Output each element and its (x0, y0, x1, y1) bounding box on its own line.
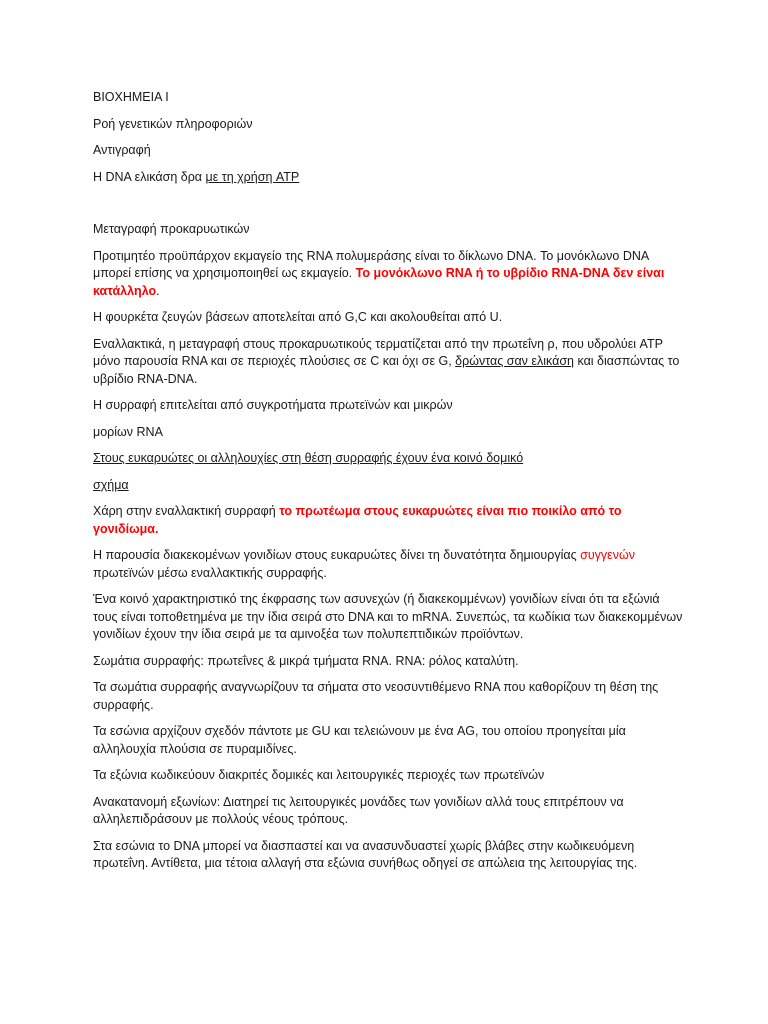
termination-paragraph (93, 336, 683, 389)
shuffling-paragraph: Ανακατανομή εξωνίων: Διατηρεί τις λειτουργικές μονάδες των γονιδίων αλλά τους επιτρέπουν να αλληλεπιδράσουν με πολλούς νέους τρόπους. (93, 794, 624, 826)
alt-splicing-paragraph-text: Χάρη στην εναλλακτική συρραφή (93, 504, 280, 518)
termination-paragraph-suffix: και διασπώντας το υβρίδιο RNA-DNA. (93, 354, 680, 386)
hairpin-paragraph: Η φουρκέτα ζευγών βάσεων αποτελείται από G,C και ακολουθείται από U. (93, 310, 503, 324)
alt-splicing-paragraph-highlight: το πρωτέωμα στους ευκαρυώτες είναι πιο ποικίλο από το γονιδίωμα. (93, 504, 622, 536)
section-heading-transcription: Μεταγραφή προκαρυωτικών (93, 222, 250, 236)
split-genes-paragraph-highlight: συγγενών (580, 548, 636, 562)
signals-paragraph: Τα σωμάτια συρραφής αναγνωρίζουν τα σήματα στο νεοσυντιθέμενο RNA που καθορίζουν τη θέση της συρραφής. (93, 680, 659, 712)
template-paragraph-text: Προτιμητέο προϋπάρχον εκμαγείο της RNA πολυμεράσης είναι το δίκλωνο DNA. Το μονόκλωνο DNA μπορεί επίσης να χρησιμοποιηθεί ως εκμαγείο. (93, 248, 649, 280)
common-feature-paragraph: Ένα κοινό χαρακτηριστικό της έκφρασης των ασυνεχών (ή διακεκομμένων) γονιδίων είναι ότι τα εξώνιά τους είναι τοποθετημένα με την ίδια σειρά στο DNA και το mRNA. Συνεπώς, τα κωδίκια των διακεκομμένων γονιδίων έχουν την ίδια σειρά με τα αμινοξέα των πολυπεπτιδικών προϊόντων. (93, 592, 683, 641)
replication-line-text: Η DNA ελικάση δρα (93, 169, 206, 184)
spliceosomes-paragraph: Σωμάτια συρραφής: πρωτεΐνες & μικρά τμήματα RNA. RNA: ρόλος καταλύτη. (93, 653, 519, 668)
document-subtitle: Ροή γενετικών πληροφοριών (93, 116, 253, 131)
replication-line-underlined: με τη χρήση ATP (205, 169, 300, 184)
alt-splicing-paragraph (93, 503, 683, 538)
eukaryotes-line-2: σχήμα (93, 477, 129, 492)
termination-paragraph-underlined: δρώντας σαν ελικάση (455, 354, 574, 368)
replication-line (93, 169, 683, 187)
introns-paragraph: Τα εσώνια αρχίζουν σχεδόν πάντοτε με GU και τελειώνουν με ένα AG, του οποίου προηγείται μία αλληλουχία πλούσια σε πυραμιδίνες. (93, 724, 626, 756)
exons-paragraph: Τα εξώνια κωδικεύουν διακριτές δομικές και λειτουργικές περιοχές των πρωτεϊνών (93, 768, 545, 782)
template-paragraph-suffix: . (156, 283, 160, 298)
split-genes-paragraph (93, 547, 683, 582)
termination-paragraph-text: Εναλλακτικά, η μεταγραφή στους προκαρυωτικούς τερματίζεται από την πρωτεΐνη ρ, που υδρολύει ATP μόνο παρουσία RNA και σε περιοχές πλούσιες σε C και όχι σε G, (93, 336, 663, 368)
template-paragraph-highlight: Το μονόκλωνο RNA ή το υβρίδιο RNA-DNA δεν είναι κατάλληλο (93, 266, 665, 298)
document-title: ΒΙΟΧΗΜΕΙΑ Ι (93, 90, 169, 104)
split-genes-paragraph-text: Η παρουσία διακεκομένων γονιδίων στους ευκαρυώτες δίνει τη δυνατότητα δημιουργίας (93, 548, 581, 562)
document-body (93, 89, 683, 873)
split-genes-paragraph-suffix: πρωτεϊνών μέσω εναλλακτικής συρραφής. (93, 565, 327, 580)
template-paragraph (93, 248, 683, 301)
splicing-line-2: μορίων RNA (93, 424, 163, 439)
mutations-paragraph: Στα εσώνια το DNA μπορεί να διασπαστεί και να ανασυνδυαστεί χωρίς βλάβες στην κωδικευόμενη πρωτεΐνη. Αντίθετα, μια τέτοια αλλαγή στα εξώνια συνήθως οδηγεί σε απώλεια της λειτουργίας της. (93, 838, 638, 870)
eukaryotes-line-1: Στους ευκαρυώτες οι αλληλουχίες στη θέση συρραφής έχουν ένα κοινό δομικό (93, 451, 524, 465)
splicing-line-1: Η συρραφή επιτελείται από συγκροτήματα πρωτεϊνών και μικρών (93, 398, 453, 412)
section-heading-replication: Αντιγραφή (93, 143, 151, 157)
